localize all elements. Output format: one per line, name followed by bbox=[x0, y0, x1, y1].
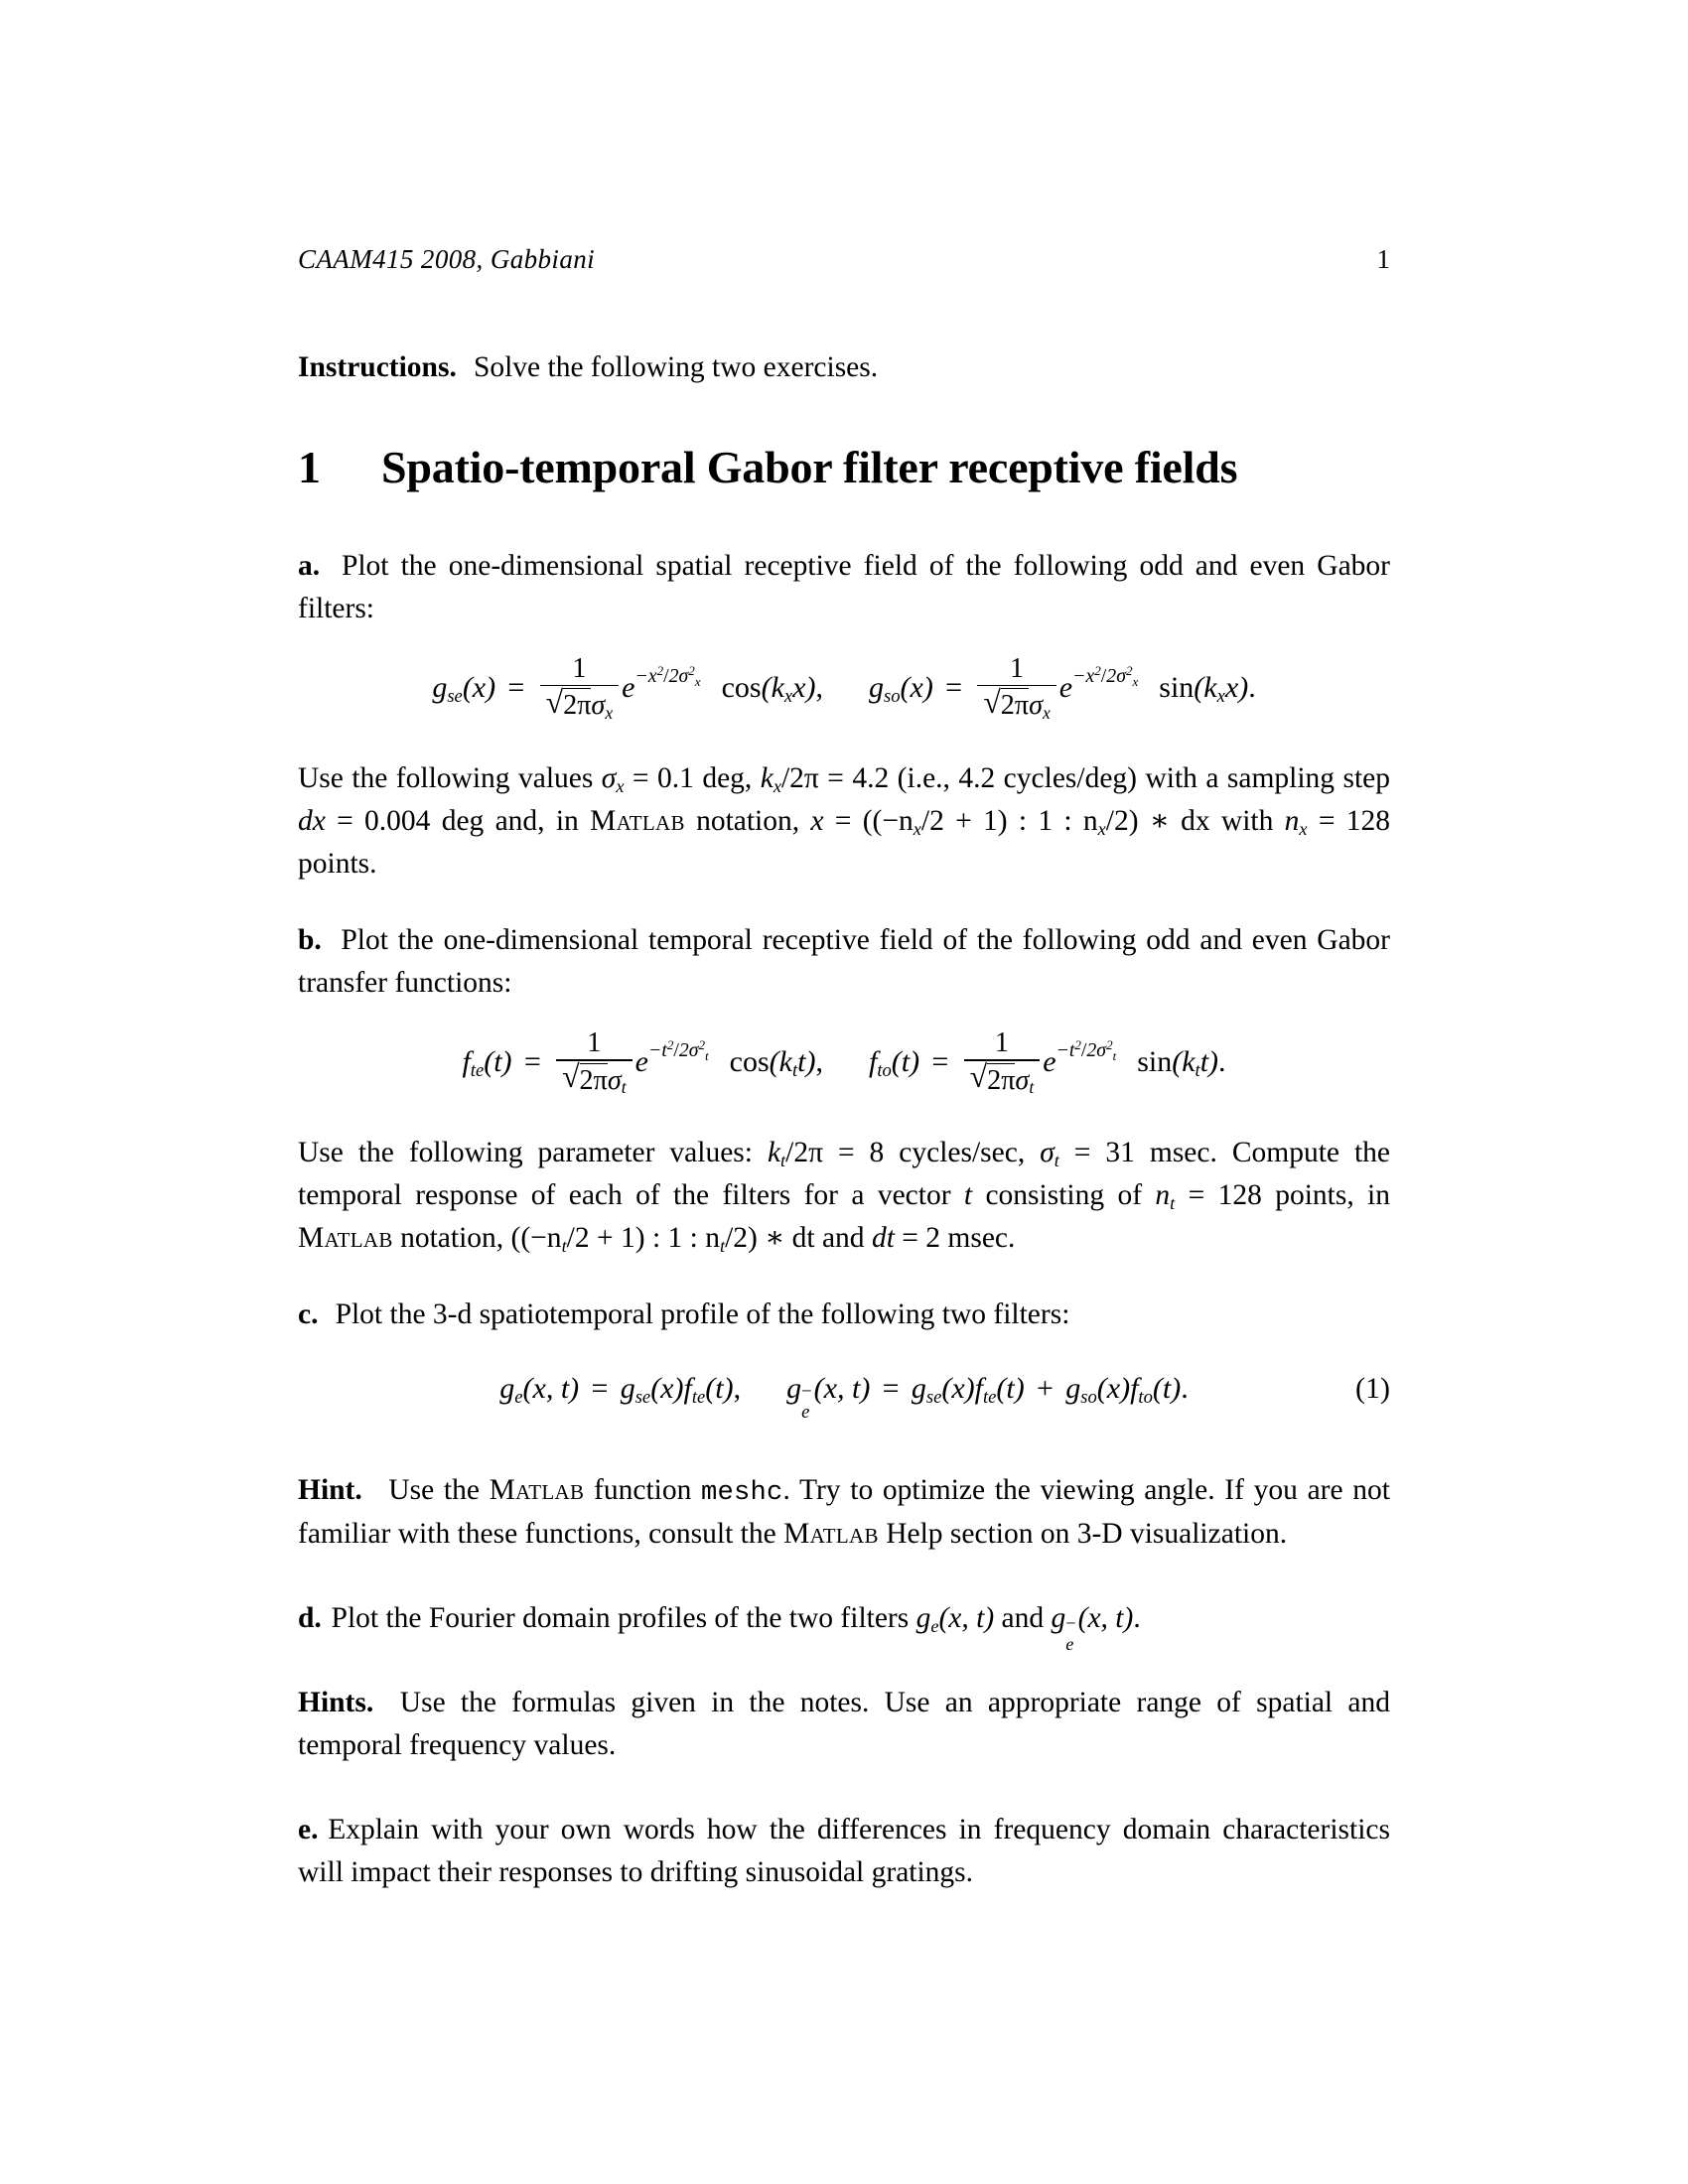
section-heading bbox=[298, 443, 1390, 493]
item-b-text: Plot the one-dimensional temporal receptive field of the following odd and even Gabor transfer functions: bbox=[298, 923, 1390, 999]
equation-gso: $g_{so}(x)$ = 1 √ $2\pi\sigma_x$ $e^{-x^2/2\sigma^2_x}$ $\sin(k_xx)$. bbox=[868, 653, 1256, 724]
inline-math-ge: $g_e(x$, t) bbox=[915, 1601, 995, 1636]
header-course-label: CAAM415 2008, Gabbiani bbox=[298, 244, 596, 274]
item-e-label: e. bbox=[298, 1813, 319, 1845]
running-header bbox=[298, 246, 1390, 273]
equation-gabor-temporal bbox=[298, 1027, 1390, 1098]
matlab-name: Matlab bbox=[489, 1473, 585, 1506]
params-a-sigma-eq: = 0.1 deg, bbox=[624, 761, 761, 794]
params-b-nt-eq: = 128 points, in bbox=[1175, 1178, 1390, 1211]
section-number: 1 bbox=[298, 442, 321, 493]
equation-number: (1) bbox=[1355, 1371, 1390, 1405]
item-b-paragraph bbox=[298, 919, 1390, 1005]
matlab-name: Matlab bbox=[298, 1221, 393, 1254]
item-a-paragraph bbox=[298, 545, 1390, 630]
parameters-b-paragraph: Use the following parameter values: $k_t/2\pi = 8$ cycles/sec, $\sigma_t = 31$ msec. Compute the temporal response of each of the filters for a vector t consisting of $n_t = 128$ points, in Matlab notation, ($(-n_t/2 + 1)$ : 1 : $n_t/2$) ∗ dt and dt = 2 msec. bbox=[298, 1136, 1391, 1256]
params-b-lead: Use the following parameter values: bbox=[298, 1136, 768, 1168]
params-a-kx-eq: = 4.2 (i.e., 4.2 cycles/deg) with a sampling step bbox=[818, 761, 1391, 794]
equation-gse: $g_{se}(x)$ = 1 √ $2\pi\sigma_x$ $e^{-x^2/2\sigma^2_x}$ $\cos(k_xx)$, bbox=[432, 653, 823, 724]
equation-fto: $f_{to}(t)$ = 1 √ $2\pi\sigma_t$ $e^{-t^2/2\sigma^2_t}$ $\sin(k_tt)$. bbox=[868, 1027, 1226, 1098]
function-name-meshc: meshc bbox=[701, 1476, 783, 1508]
equation-gabor-spatial bbox=[298, 653, 1390, 724]
equation-row bbox=[298, 1027, 1390, 1098]
fraction: 1 √ $2\pi\sigma_t$ bbox=[556, 1028, 633, 1096]
hint-paragraph: Hint. Use the Matlab function meshc. Try to optimize the viewing angle. If you are not familiar with these functions, consult the Matlab Help section on 3-D visualization. bbox=[298, 1473, 1390, 1550]
parameters-a-paragraph: Use the following values $\sigma_x = 0.1$ deg, $k_x/2\pi = 4.2$ (i.e., 4.2 cycles/deg) with a sampling step dx = 0.004 deg and, in Matlab notation, $x = ((-n_x/2 + 1)$ : 1 : $n_x/2$) ∗ dx with $n_x = 128$ points. bbox=[298, 761, 1391, 880]
params-b-dt-eq: = 2 msec. bbox=[894, 1221, 1016, 1254]
hints-label: Hints. bbox=[298, 1686, 374, 1718]
item-d-paragraph bbox=[298, 1597, 1390, 1654]
item-c-paragraph bbox=[298, 1294, 1390, 1336]
page-number: 1 bbox=[1376, 244, 1390, 274]
item-c-label: c. bbox=[298, 1297, 319, 1330]
instructions-label: Instructions. bbox=[298, 351, 457, 383]
fraction: 1 √ $2\pi\sigma_t$ bbox=[964, 1028, 1041, 1096]
item-d-text-mid: and bbox=[994, 1601, 1052, 1634]
params-b-kt-eq: = 8 cycles/sec, bbox=[822, 1136, 1041, 1168]
equation-ge-minus: g − e (x, $t) = g_{se}(x)f_{te}(t) + g_{so}(x)f_{to}(t)$. bbox=[786, 1371, 1189, 1423]
item-e-paragraph bbox=[298, 1809, 1390, 1894]
item-d-label: d. bbox=[298, 1601, 322, 1634]
item-a-label: a. bbox=[298, 549, 321, 582]
item-b-label: b. bbox=[298, 923, 322, 956]
fraction: 1 √ $2\pi\sigma_x$ bbox=[540, 654, 619, 722]
section-title: Spatio-temporal Gabor filter receptive fields bbox=[381, 442, 1238, 493]
matlab-name: Matlab bbox=[783, 1517, 879, 1550]
instructions-text: Solve the following two exercises. bbox=[473, 351, 879, 383]
page-content bbox=[298, 246, 1390, 1894]
params-a-nx-eq: = 128 points. bbox=[298, 804, 1390, 880]
equation-1-block bbox=[298, 1362, 1390, 1423]
item-c-text: Plot the 3-d spatiotemporal profile of the following two filters: bbox=[335, 1297, 1070, 1330]
params-a-dx-eq: = 0.004 deg and, in bbox=[325, 804, 591, 837]
item-a-text: Plot the one-dimensional spatial receptive field of the following odd and even Gabor filters: bbox=[298, 549, 1390, 624]
item-d-text-pre: Plot the Fourier domain profiles of the two filters bbox=[331, 1601, 916, 1634]
equation-row bbox=[298, 1362, 1390, 1423]
params-a-lead: Use the following values bbox=[298, 761, 602, 794]
equation-ge: $g_e(x$, $t) = g_{se}(x)f_{te}(t)$, bbox=[499, 1371, 742, 1409]
inline-math-ge-minus: g − e (x, t) bbox=[1051, 1601, 1134, 1654]
matlab-name: Matlab bbox=[590, 804, 685, 837]
item-e-text: Explain with your own words how the differences in frequency domain characteristics will impact their responses to drifting sinusoidal gratings. bbox=[298, 1813, 1390, 1888]
item-d-text-post: . bbox=[1133, 1601, 1141, 1634]
hints-text: Use the formulas given in the notes. Use an appropriate range of spatial and temporal frequency values. bbox=[298, 1686, 1390, 1761]
hints-paragraph bbox=[298, 1682, 1390, 1767]
fraction: 1 √ $2\pi\sigma_x$ bbox=[977, 654, 1055, 722]
equation-fte: $f_{te}(t)$ = 1 √ $2\pi\sigma_t$ $e^{-t^2/2\sigma^2_t}$ $\cos(k_tt)$, bbox=[462, 1027, 823, 1098]
equation-row bbox=[298, 653, 1390, 724]
hint-label: Hint. bbox=[298, 1473, 362, 1506]
instructions-paragraph bbox=[298, 346, 1390, 389]
params-b-sigma-eq: = 31 msec. Compute the temporal response of each of the filters for a vector bbox=[298, 1136, 1391, 1211]
